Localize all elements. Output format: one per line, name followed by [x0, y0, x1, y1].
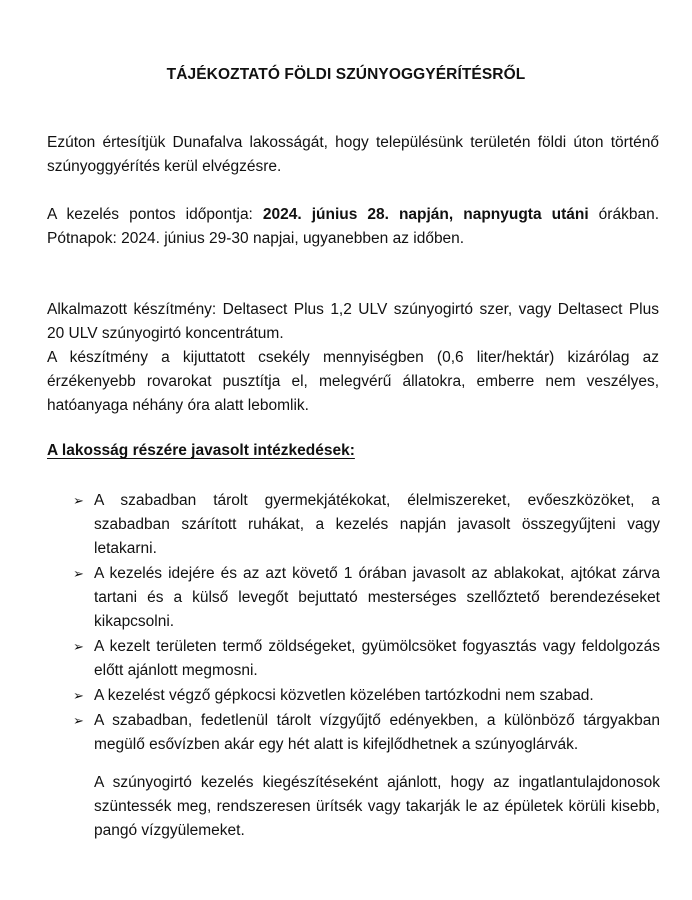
measure-text: A kezelést végző gépkocsi közvetlen közelében tartózkodni nem szabad. — [94, 687, 594, 704]
intro-paragraph: Ezúton értesítjük Dunafalva lakosságát, hogy településünk területén földi úton történő szúnyoggyérítés kerül elvégzésre. — [47, 134, 659, 175]
arrow-bullet-icon: ➢ — [73, 566, 84, 581]
schedule-tail: órákban. Pótnapok: 2024. június 29-30 napjai, ugyanebben az időben. — [47, 206, 659, 247]
measure-text: A kezelés idejére és az azt követő 1 órában javasolt az ablakokat, ajtókat zárva tartani és a külső levegőt bejuttató mesterséges szellőztető berendezéseket kikapcsolni. — [94, 565, 660, 630]
measure-text: A szabadban tárolt gyermekjátékokat, élelmiszereket, evőeszközöket, a szabadban szárított ruhákat, a kezelés napján javasolt összegyűjteni vagy letakarni. — [94, 492, 660, 557]
arrow-bullet-icon: ➢ — [73, 493, 84, 508]
arrow-bullet-icon: ➢ — [73, 688, 84, 703]
schedule-lead: A kezelés pontos időpontja: — [47, 206, 263, 223]
arrow-bullet-icon: ➢ — [73, 713, 84, 728]
safety-paragraph: A készítmény a kijuttatott csekély mennyiségben (0,6 liter/hektár) kizárólag az érzékenyebb rovarokat pusztítja el, melegvérű állatokra, emberre nem veszélyes, hatóanyaga néhány óra alatt lebomlik. — [47, 349, 659, 414]
closing-paragraph: A szúnyogirtó kezelés kiegészítéseként ajánlott, hogy az ingatlantulajdonosok szüntessék meg, rendszeresen ürítsék vagy takarják le az épületek körüli kisebb, pangó vízgyülemeket. — [94, 774, 660, 839]
list-item — [74, 562, 660, 634]
schedule-paragraph — [47, 203, 659, 251]
schedule-date: 2024. június 28. napján, napnyugta utáni — [262, 206, 589, 223]
measures-heading: A lakosság részére javasolt intézkedések: — [47, 442, 355, 459]
measure-text: A szabadban, fedetlenül tárolt vízgyűjtő edényekben, a különböző tárgyakban megülő esővízben akár egy hét alatt is kifejlődhetnek a szúnyoglárvák. — [94, 712, 660, 753]
list-item — [74, 635, 660, 683]
list-item — [74, 489, 660, 561]
measure-text: A kezelt területen termő zöldségeket, gyümölcsöket fogyasztás vagy feldolgozás előtt ajánlott megmosni. — [94, 638, 660, 679]
list-item — [74, 709, 660, 757]
arrow-bullet-icon: ➢ — [73, 639, 84, 654]
product-paragraph: Alkalmazott készítmény: Deltasect Plus 1,2 ULV szúnyogirtó szer, vagy Deltasect Plus 20 ULV szúnyogirtó koncentrátum. — [47, 301, 659, 342]
measures-list — [74, 489, 660, 758]
list-item — [74, 684, 660, 708]
document-title: TÁJÉKOZTATÓ FÖLDI SZÚNYOGGYÉRÍTÉSRŐL — [166, 66, 526, 83]
